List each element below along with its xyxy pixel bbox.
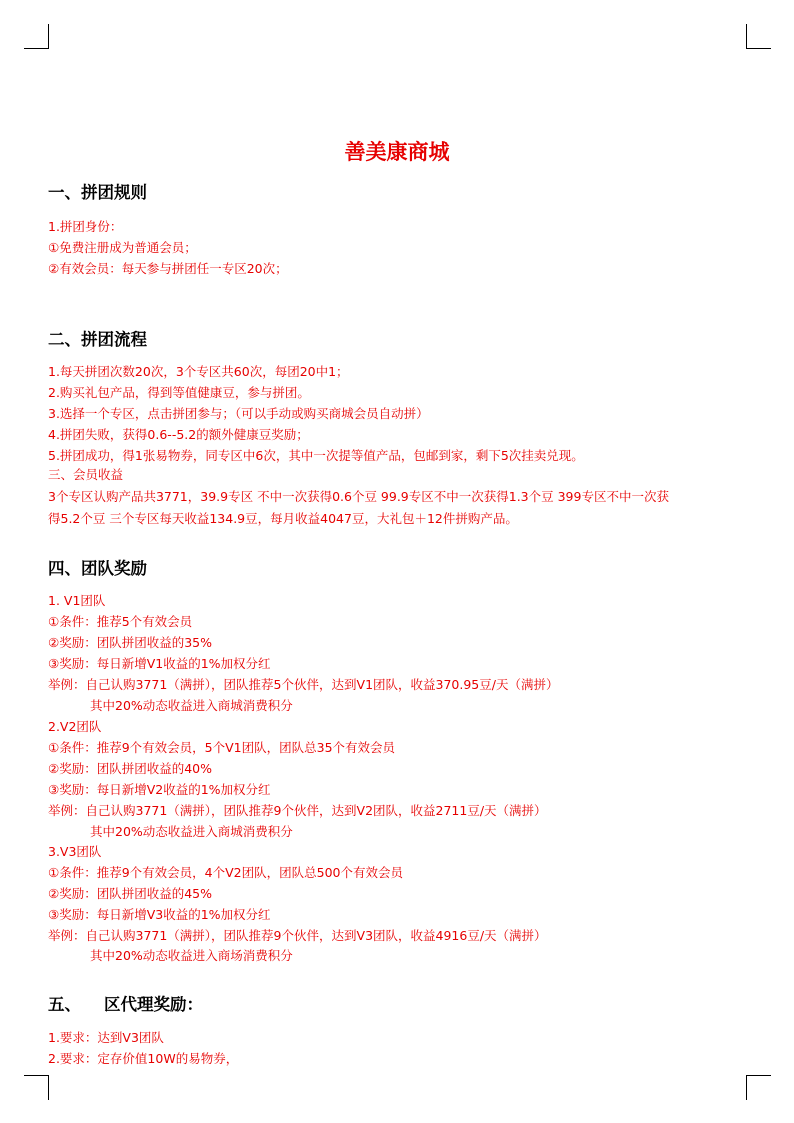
crop-mark-bottom-right [746,1075,771,1100]
team-line: ②奖励：团队拼团收益的40% [48,761,212,776]
rules-line: ②有效会员：每天参与拼团任一专区20次； [48,261,288,276]
team-line: 其中20%动态收益进入商城消费积分 [90,698,293,713]
process-line: 3.选择一个专区，点击拼团参与；（可以手动或购买商城会员自动拼） [48,406,429,421]
process-line: 5.拼团成功，得1张易物券，同专区中6次，其中一次提等值产品，包邮到家，剩下5次挂卖兑现。 [48,448,584,463]
team-line: 3.V3团队 [48,844,102,859]
team-line: ②奖励：团队拼团收益的45% [48,886,212,901]
team-line: ①条件：推荐9个有效会员，5个V1团队，团队总35个有效会员 [48,740,396,755]
crop-mark-top-left [24,24,49,49]
team-line: 其中20%动态收益进入商城消费积分 [90,824,293,839]
rules-line: 1.拼团身份： [48,219,123,234]
team-line: 2.V2团队 [48,719,102,734]
team-line: 举例：自己认购3771（满拼），团队推荐9个伙伴，达到V2团队，收益2711豆/天（满拼） [48,803,547,818]
team-line: ③奖励：每日新增V2收益的1%加权分红 [48,782,271,797]
team-line: ①条件：推荐9个有效会员，4个V2团队，团队总500个有效会员 [48,865,403,880]
team-line: 举例：自己认购3771（满拼），团队推荐5个伙伴，达到V1团队，收益370.95豆/天（满拼） [48,677,559,692]
team-line: ①条件：推荐5个有效会员 [48,614,193,629]
team-line: 1. V1团队 [48,593,106,608]
process-line: 2.购买礼包产品，得到等值健康豆，参与拼团。 [48,385,310,400]
agent-line: 1.要求：达到V3团队 [48,1030,164,1045]
crop-mark-bottom-left [24,1075,49,1100]
section-heading-district-agent: 五、 区代理奖励： [48,995,203,1014]
team-line: ③奖励：每日新增V3收益的1%加权分红 [48,907,271,922]
member-income-line: 3个专区认购产品共3771，39.9专区 不中一次获得0.6个豆 99.9专区不中一次获得1.3个豆 399专区不中一次获 [48,489,669,504]
page-title: 善美康商城 [344,140,450,164]
process-line: 4.拼团失败，获得0.6--5.2的额外健康豆奖励； [48,427,309,442]
section-heading-rules: 一、拼团规则 [48,183,147,202]
team-line: ③奖励：每日新增V1收益的1%加权分红 [48,656,271,671]
process-line: 1.每天拼团次数20次，3个专区共60次，每团20中1； [48,364,349,379]
member-income-line: 得5.2个豆 三个专区每天收益134.9豆，每月收益4047豆，大礼包＋12件拼购产品。 [48,511,518,526]
section-heading-team-rewards: 四、团队奖励 [48,559,147,578]
crop-mark-top-right [746,24,771,49]
team-line: 其中20%动态收益进入商场消费积分 [90,948,293,963]
agent-line: 2.要求：定存价值10W的易物券， [48,1051,239,1066]
rules-line: ①免费注册成为普通会员； [48,240,197,255]
section-heading-process: 二、拼团流程 [48,330,147,349]
team-line: 举例：自己认购3771（满拼），团队推荐9个伙伴，达到V3团队，收益4916豆/天（满拼） [48,928,547,943]
team-line: ②奖励：团队拼团收益的35% [48,635,212,650]
member-income-heading: 三、会员收益 [48,467,124,482]
